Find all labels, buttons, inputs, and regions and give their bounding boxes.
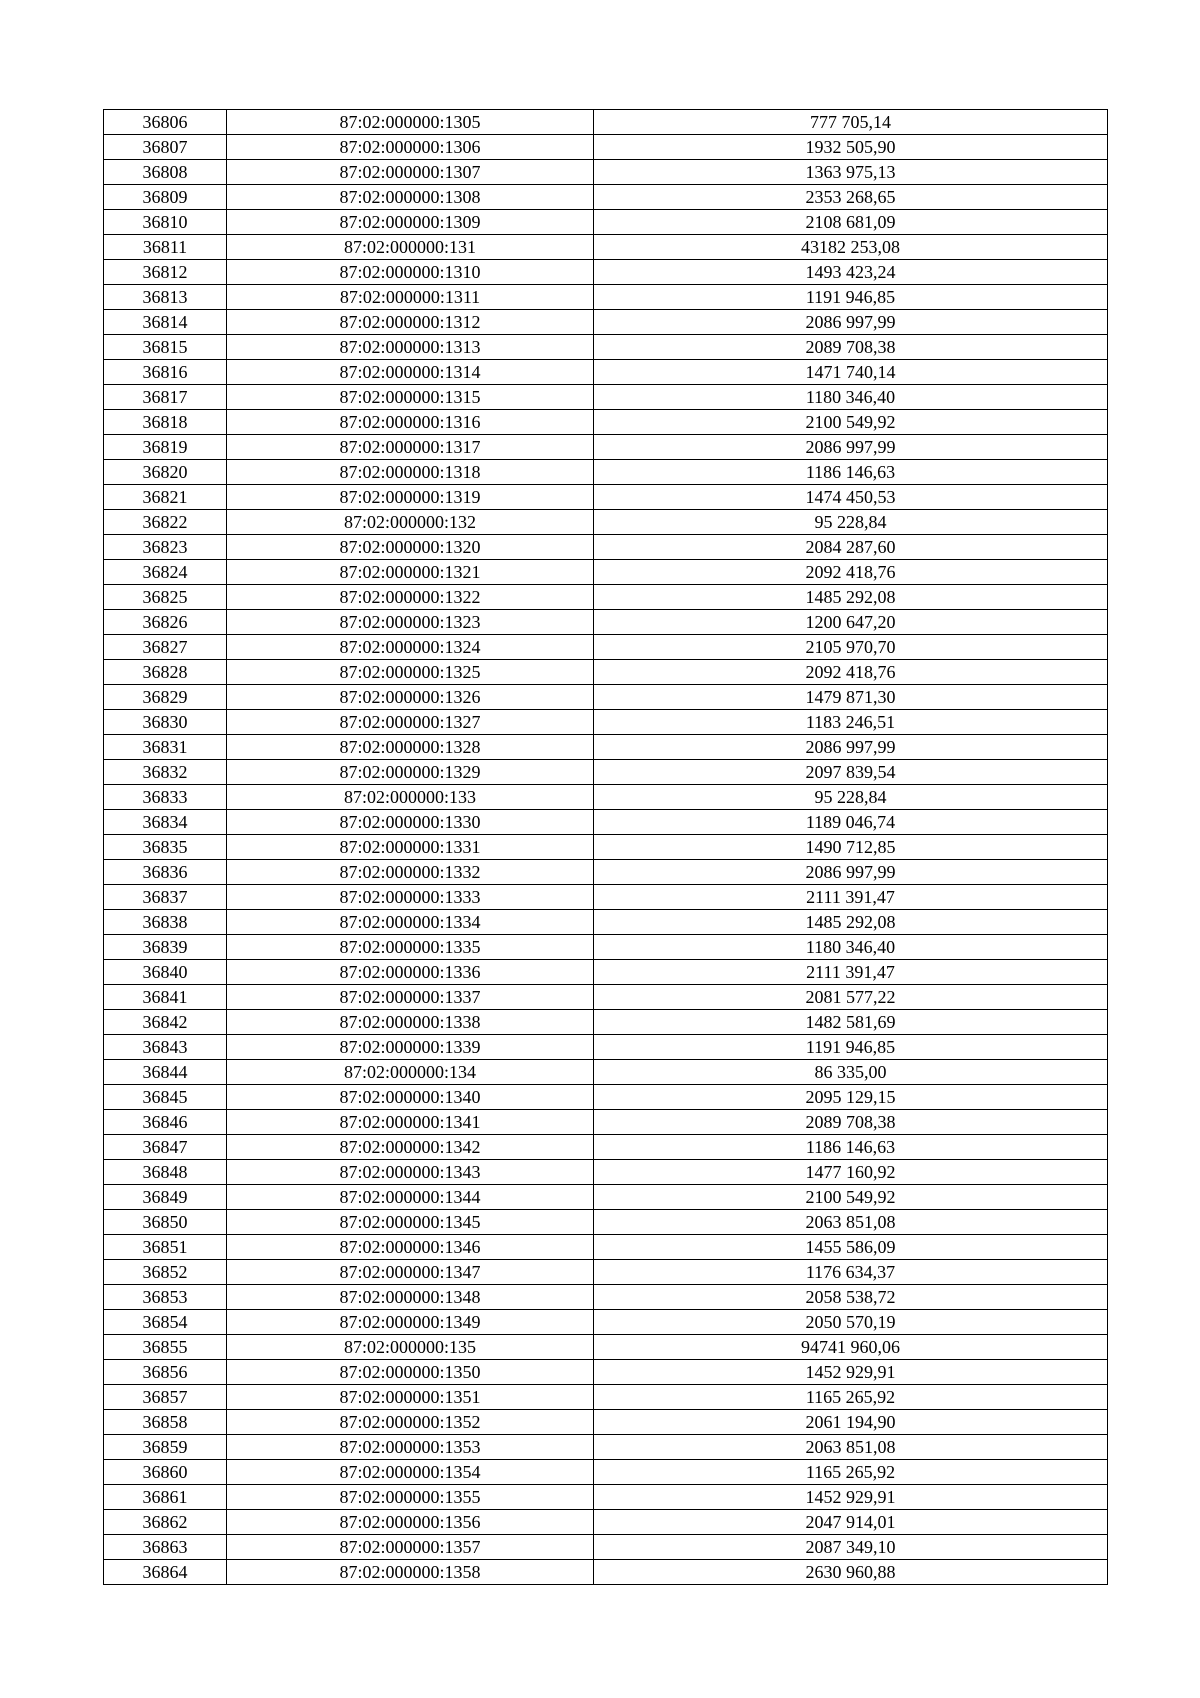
cadastral-number-cell: 87:02:000000:1306 — [227, 135, 594, 160]
cadastral-number-cell: 87:02:000000:1307 — [227, 160, 594, 185]
cadastral-number-cell: 87:02:000000:1345 — [227, 1210, 594, 1235]
table-row — [104, 985, 1108, 1010]
cadastral-number-cell: 87:02:000000:1317 — [227, 435, 594, 460]
cadastral-number-cell: 87:02:000000:1337 — [227, 985, 594, 1010]
cadastral-value-cell: 1452 929,91 — [594, 1360, 1108, 1385]
row-number-cell: 36807 — [104, 135, 227, 160]
cadastral-value-cell: 2081 577,22 — [594, 985, 1108, 1010]
cadastral-number-cell: 87:02:000000:1339 — [227, 1035, 594, 1060]
cadastral-value-cell: 1455 586,09 — [594, 1235, 1108, 1260]
cadastral-number-cell: 87:02:000000:1354 — [227, 1460, 594, 1485]
table-row — [104, 935, 1108, 960]
cadastral-value-cell: 95 228,84 — [594, 510, 1108, 535]
table-row — [104, 1035, 1108, 1060]
cadastral-number-cell: 87:02:000000:1310 — [227, 260, 594, 285]
cadastral-number-cell: 87:02:000000:1351 — [227, 1385, 594, 1410]
table-row — [104, 635, 1108, 660]
table-row — [104, 1535, 1108, 1560]
table-row — [104, 1285, 1108, 1310]
cadastral-number-cell: 87:02:000000:1338 — [227, 1010, 594, 1035]
cadastral-value-cell: 1363 975,13 — [594, 160, 1108, 185]
cadastral-number-cell: 87:02:000000:1324 — [227, 635, 594, 660]
cadastral-value-cell: 1477 160,92 — [594, 1160, 1108, 1185]
cadastral-number-cell: 87:02:000000:1352 — [227, 1410, 594, 1435]
table-row — [104, 185, 1108, 210]
cadastral-value-cell: 1485 292,08 — [594, 585, 1108, 610]
row-number-cell: 36838 — [104, 910, 227, 935]
row-number-cell: 36852 — [104, 1260, 227, 1285]
row-number-cell: 36825 — [104, 585, 227, 610]
table-row — [104, 735, 1108, 760]
table-row — [104, 235, 1108, 260]
table-row — [104, 1185, 1108, 1210]
cadastral-number-cell: 87:02:000000:1336 — [227, 960, 594, 985]
cadastral-number-cell: 87:02:000000:1348 — [227, 1285, 594, 1310]
row-number-cell: 36806 — [104, 110, 227, 135]
cadastral-value-cell: 1183 246,51 — [594, 710, 1108, 735]
table-row — [104, 1160, 1108, 1185]
cadastral-value-cell: 2086 997,99 — [594, 435, 1108, 460]
cadastral-number-cell: 87:02:000000:1356 — [227, 1510, 594, 1535]
cadastral-value-cell: 1186 146,63 — [594, 1135, 1108, 1160]
table-row — [104, 160, 1108, 185]
row-number-cell: 36842 — [104, 1010, 227, 1035]
cadastral-number-cell: 87:02:000000:1329 — [227, 760, 594, 785]
cadastral-value-cell: 2058 538,72 — [594, 1285, 1108, 1310]
cadastral-number-cell: 87:02:000000:1323 — [227, 610, 594, 635]
cadastral-number-cell: 87:02:000000:132 — [227, 510, 594, 535]
cadastral-number-cell: 87:02:000000:1312 — [227, 310, 594, 335]
table-row — [104, 610, 1108, 635]
cadastral-value-cell: 2100 549,92 — [594, 410, 1108, 435]
row-number-cell: 36848 — [104, 1160, 227, 1185]
cadastral-value-cell: 1452 929,91 — [594, 1485, 1108, 1510]
cadastral-number-cell: 87:02:000000:1342 — [227, 1135, 594, 1160]
table-row — [104, 385, 1108, 410]
table-row — [104, 260, 1108, 285]
cadastral-value-cell: 1191 946,85 — [594, 285, 1108, 310]
row-number-cell: 36862 — [104, 1510, 227, 1535]
cadastral-number-cell: 87:02:000000:1334 — [227, 910, 594, 935]
table-row — [104, 410, 1108, 435]
cadastral-value-cell: 2630 960,88 — [594, 1560, 1108, 1585]
table-row — [104, 1060, 1108, 1085]
row-number-cell: 36858 — [104, 1410, 227, 1435]
cadastral-value-cell: 2086 997,99 — [594, 860, 1108, 885]
cadastral-number-cell: 87:02:000000:1321 — [227, 560, 594, 585]
row-number-cell: 36812 — [104, 260, 227, 285]
cadastral-number-cell: 87:02:000000:1327 — [227, 710, 594, 735]
cadastral-number-cell: 87:02:000000:1325 — [227, 660, 594, 685]
cadastral-value-cell: 1176 634,37 — [594, 1260, 1108, 1285]
row-number-cell: 36856 — [104, 1360, 227, 1385]
cadastral-value-cell: 1482 581,69 — [594, 1010, 1108, 1035]
row-number-cell: 36809 — [104, 185, 227, 210]
cadastral-number-cell: 87:02:000000:1328 — [227, 735, 594, 760]
cadastral-number-cell: 87:02:000000:1314 — [227, 360, 594, 385]
cadastral-value-cell: 1180 346,40 — [594, 385, 1108, 410]
row-number-cell: 36843 — [104, 1035, 227, 1060]
row-number-cell: 36837 — [104, 885, 227, 910]
cadastral-number-cell: 87:02:000000:134 — [227, 1060, 594, 1085]
row-number-cell: 36831 — [104, 735, 227, 760]
table-row — [104, 785, 1108, 810]
table-row — [104, 1260, 1108, 1285]
table-row — [104, 1085, 1108, 1110]
row-number-cell: 36814 — [104, 310, 227, 335]
row-number-cell: 36832 — [104, 760, 227, 785]
cadastral-value-cell: 2047 914,01 — [594, 1510, 1108, 1535]
row-number-cell: 36819 — [104, 435, 227, 460]
cadastral-value-cell: 2086 997,99 — [594, 735, 1108, 760]
cadastral-number-cell: 87:02:000000:1346 — [227, 1235, 594, 1260]
row-number-cell: 36850 — [104, 1210, 227, 1235]
table-row — [104, 910, 1108, 935]
cadastral-number-cell: 87:02:000000:1322 — [227, 585, 594, 610]
cadastral-value-cell: 1186 146,63 — [594, 460, 1108, 485]
cadastral-value-cell: 1932 505,90 — [594, 135, 1108, 160]
table-row — [104, 310, 1108, 335]
cadastral-number-cell: 87:02:000000:1332 — [227, 860, 594, 885]
cadastral-number-cell: 87:02:000000:1319 — [227, 485, 594, 510]
cadastral-value-cell: 777 705,14 — [594, 110, 1108, 135]
cadastral-value-cell: 1191 946,85 — [594, 1035, 1108, 1060]
cadastral-number-cell: 87:02:000000:1343 — [227, 1160, 594, 1185]
row-number-cell: 36855 — [104, 1335, 227, 1360]
table-row — [104, 810, 1108, 835]
row-number-cell: 36830 — [104, 710, 227, 735]
table-row — [104, 1310, 1108, 1335]
table-row — [104, 1360, 1108, 1385]
table-row — [104, 110, 1108, 135]
cadastral-value-cell: 86 335,00 — [594, 1060, 1108, 1085]
table-row — [104, 835, 1108, 860]
cadastral-number-cell: 87:02:000000:1353 — [227, 1435, 594, 1460]
row-number-cell: 36828 — [104, 660, 227, 685]
table-row — [104, 510, 1108, 535]
row-number-cell: 36817 — [104, 385, 227, 410]
table-row — [104, 560, 1108, 585]
row-number-cell: 36824 — [104, 560, 227, 585]
row-number-cell: 36827 — [104, 635, 227, 660]
cadastral-value-cell: 2105 970,70 — [594, 635, 1108, 660]
cadastral-value-cell: 2108 681,09 — [594, 210, 1108, 235]
row-number-cell: 36808 — [104, 160, 227, 185]
cadastral-value-cell: 2092 418,76 — [594, 560, 1108, 585]
table-row — [104, 1335, 1108, 1360]
cadastral-value-cell: 95 228,84 — [594, 785, 1108, 810]
cadastral-value-cell: 1490 712,85 — [594, 835, 1108, 860]
table-row — [104, 210, 1108, 235]
cadastral-value-cell: 2061 194,90 — [594, 1410, 1108, 1435]
cadastral-value-cell: 2092 418,76 — [594, 660, 1108, 685]
row-number-cell: 36851 — [104, 1235, 227, 1260]
cadastral-value-cell: 1479 871,30 — [594, 685, 1108, 710]
cadastral-value-cell: 2353 268,65 — [594, 185, 1108, 210]
cadastral-value-cell: 1189 046,74 — [594, 810, 1108, 835]
cadastral-value-cell: 2100 549,92 — [594, 1185, 1108, 1210]
cadastral-value-cell: 2095 129,15 — [594, 1085, 1108, 1110]
table-row — [104, 535, 1108, 560]
table-row — [104, 1010, 1108, 1035]
cadastral-number-cell: 87:02:000000:1316 — [227, 410, 594, 435]
cadastral-number-cell: 87:02:000000:1309 — [227, 210, 594, 235]
cadastral-number-cell: 87:02:000000:1313 — [227, 335, 594, 360]
cadastral-number-cell: 87:02:000000:1347 — [227, 1260, 594, 1285]
row-number-cell: 36823 — [104, 535, 227, 560]
cadastral-number-cell: 87:02:000000:1335 — [227, 935, 594, 960]
cadastral-number-cell: 87:02:000000:1305 — [227, 110, 594, 135]
row-number-cell: 36849 — [104, 1185, 227, 1210]
table-row — [104, 1485, 1108, 1510]
row-number-cell: 36811 — [104, 235, 227, 260]
row-number-cell: 36826 — [104, 610, 227, 635]
table-row — [104, 585, 1108, 610]
table-row — [104, 1135, 1108, 1160]
cadastral-number-cell: 87:02:000000:1349 — [227, 1310, 594, 1335]
table-row — [104, 760, 1108, 785]
row-number-cell: 36841 — [104, 985, 227, 1010]
row-number-cell: 36821 — [104, 485, 227, 510]
row-number-cell: 36818 — [104, 410, 227, 435]
row-number-cell: 36857 — [104, 1385, 227, 1410]
table-row — [104, 285, 1108, 310]
cadastral-value-cell: 2089 708,38 — [594, 335, 1108, 360]
cadastral-number-cell: 87:02:000000:1320 — [227, 535, 594, 560]
table-row — [104, 1460, 1108, 1485]
table-row — [104, 1110, 1108, 1135]
table-row — [104, 685, 1108, 710]
table-row — [104, 1385, 1108, 1410]
cadastral-value-cell: 1474 450,53 — [594, 485, 1108, 510]
cadastral-value-cell: 2111 391,47 — [594, 885, 1108, 910]
cadastral-value-cell: 2086 997,99 — [594, 310, 1108, 335]
cadastral-number-cell: 87:02:000000:1358 — [227, 1560, 594, 1585]
table-row — [104, 660, 1108, 685]
row-number-cell: 36816 — [104, 360, 227, 385]
row-number-cell: 36835 — [104, 835, 227, 860]
table-row — [104, 360, 1108, 385]
cadastral-value-cell: 2084 287,60 — [594, 535, 1108, 560]
cadastral-number-cell: 87:02:000000:1308 — [227, 185, 594, 210]
table-row — [104, 1410, 1108, 1435]
row-number-cell: 36822 — [104, 510, 227, 535]
table-row — [104, 460, 1108, 485]
cadastral-value-cell: 94741 960,06 — [594, 1335, 1108, 1360]
cadastral-number-cell: 87:02:000000:1350 — [227, 1360, 594, 1385]
table-row — [104, 485, 1108, 510]
row-number-cell: 36815 — [104, 335, 227, 360]
table-row — [104, 885, 1108, 910]
cadastral-number-cell: 87:02:000000:1326 — [227, 685, 594, 710]
cadastral-number-cell: 87:02:000000:1355 — [227, 1485, 594, 1510]
cadastral-value-table — [103, 109, 1108, 1585]
cadastral-value-cell: 1200 647,20 — [594, 610, 1108, 635]
cadastral-number-cell: 87:02:000000:1344 — [227, 1185, 594, 1210]
row-number-cell: 36820 — [104, 460, 227, 485]
table-row — [104, 960, 1108, 985]
row-number-cell: 36846 — [104, 1110, 227, 1135]
row-number-cell: 36860 — [104, 1460, 227, 1485]
cadastral-number-cell: 87:02:000000:1330 — [227, 810, 594, 835]
row-number-cell: 36836 — [104, 860, 227, 885]
cadastral-number-cell: 87:02:000000:131 — [227, 235, 594, 260]
table-body — [104, 110, 1108, 1585]
cadastral-value-cell: 1165 265,92 — [594, 1385, 1108, 1410]
cadastral-value-cell: 1165 265,92 — [594, 1460, 1108, 1485]
row-number-cell: 36833 — [104, 785, 227, 810]
cadastral-value-cell: 1493 423,24 — [594, 260, 1108, 285]
row-number-cell: 36839 — [104, 935, 227, 960]
table-row — [104, 1560, 1108, 1585]
cadastral-value-cell: 1180 346,40 — [594, 935, 1108, 960]
table-row — [104, 1210, 1108, 1235]
row-number-cell: 36854 — [104, 1310, 227, 1335]
table-row — [104, 1235, 1108, 1260]
cadastral-value-cell: 43182 253,08 — [594, 235, 1108, 260]
row-number-cell: 36829 — [104, 685, 227, 710]
cadastral-number-cell: 87:02:000000:1318 — [227, 460, 594, 485]
row-number-cell: 36845 — [104, 1085, 227, 1110]
cadastral-value-cell: 2050 570,19 — [594, 1310, 1108, 1335]
cadastral-number-cell: 87:02:000000:1357 — [227, 1535, 594, 1560]
row-number-cell: 36859 — [104, 1435, 227, 1460]
row-number-cell: 36813 — [104, 285, 227, 310]
cadastral-number-cell: 87:02:000000:135 — [227, 1335, 594, 1360]
table-row — [104, 335, 1108, 360]
table-row — [104, 710, 1108, 735]
table-row — [104, 1510, 1108, 1535]
cadastral-value-cell: 1485 292,08 — [594, 910, 1108, 935]
cadastral-value-cell: 2089 708,38 — [594, 1110, 1108, 1135]
table-row — [104, 135, 1108, 160]
row-number-cell: 36847 — [104, 1135, 227, 1160]
cadastral-value-cell: 2111 391,47 — [594, 960, 1108, 985]
row-number-cell: 36864 — [104, 1560, 227, 1585]
table-row — [104, 435, 1108, 460]
cadastral-number-cell: 87:02:000000:1333 — [227, 885, 594, 910]
cadastral-number-cell: 87:02:000000:133 — [227, 785, 594, 810]
cadastral-number-cell: 87:02:000000:1311 — [227, 285, 594, 310]
cadastral-number-cell: 87:02:000000:1315 — [227, 385, 594, 410]
row-number-cell: 36840 — [104, 960, 227, 985]
cadastral-value-cell: 2097 839,54 — [594, 760, 1108, 785]
cadastral-number-cell: 87:02:000000:1331 — [227, 835, 594, 860]
cadastral-value-cell: 2087 349,10 — [594, 1535, 1108, 1560]
row-number-cell: 36834 — [104, 810, 227, 835]
row-number-cell: 36861 — [104, 1485, 227, 1510]
row-number-cell: 36853 — [104, 1285, 227, 1310]
cadastral-value-cell: 1471 740,14 — [594, 360, 1108, 385]
cadastral-number-cell: 87:02:000000:1340 — [227, 1085, 594, 1110]
cadastral-number-cell: 87:02:000000:1341 — [227, 1110, 594, 1135]
cadastral-value-cell: 2063 851,08 — [594, 1435, 1108, 1460]
cadastral-value-cell: 2063 851,08 — [594, 1210, 1108, 1235]
row-number-cell: 36863 — [104, 1535, 227, 1560]
row-number-cell: 36844 — [104, 1060, 227, 1085]
row-number-cell: 36810 — [104, 210, 227, 235]
table-row — [104, 1435, 1108, 1460]
table-row — [104, 860, 1108, 885]
